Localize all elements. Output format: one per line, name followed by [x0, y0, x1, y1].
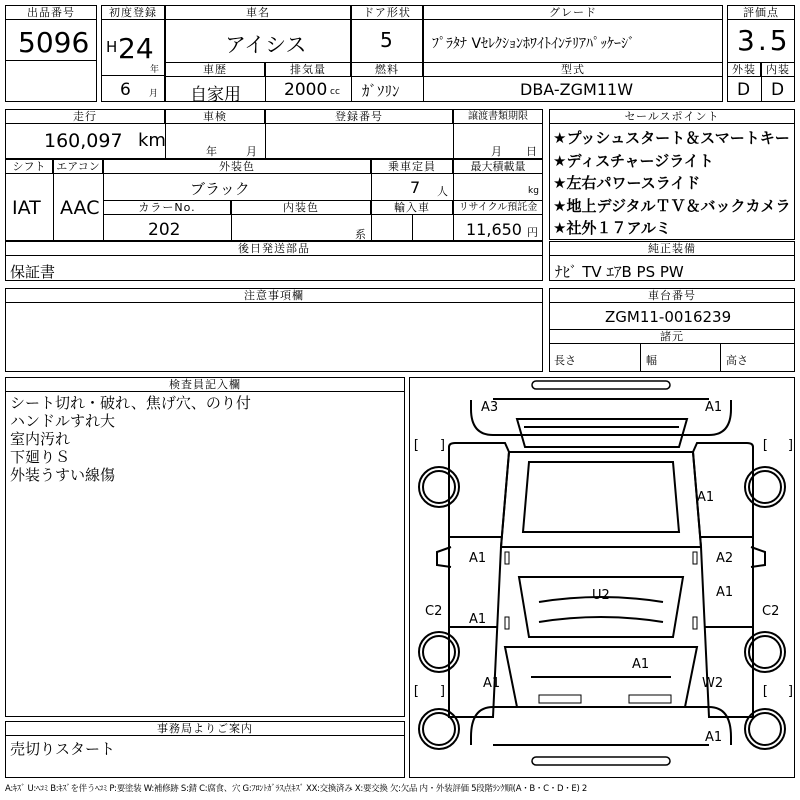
fuel-label: 燃料 [351, 62, 423, 77]
capacity-value: 7 [410, 178, 421, 197]
first-reg-era: H [106, 38, 118, 56]
damage-mark: C2 [762, 604, 780, 619]
office-label: 事務局よりご案内 [5, 721, 405, 736]
svg-text:[: [ [761, 438, 769, 453]
sales-point-4: ★地上デジタルＴＶ＆バックカメラ [553, 196, 791, 215]
exterior-color-label: 外装色 [103, 159, 371, 174]
damage-mark: A1 [469, 612, 487, 627]
transfer-label: 譲渡書類期限 [453, 109, 543, 124]
mileage-value: 160,097 [44, 130, 123, 152]
car-diagram [409, 377, 795, 778]
damage-mark: A1 [697, 490, 715, 505]
car-name: アイシス [225, 33, 307, 57]
capacity-unit: 人 [437, 185, 448, 198]
import-label: 輸入車 [371, 200, 453, 215]
sales-points-label: セールスポイント [549, 109, 795, 124]
first-reg-month: 6 [120, 80, 131, 100]
ext-score-label: 外装 [727, 62, 761, 77]
damage-mark: A2 [716, 551, 734, 566]
damage-mark: A1 [632, 657, 650, 672]
legend: A:ｷｽﾞ U:ﾍｺﾐ B:ｷｽﾞを伴うﾍｺﾐ P:要塗装 W:補修跡 S:錆 C:腐食、穴 G:ﾌﾛﾝﾄｶﾞﾗｽ点ｷｽﾞ XX:交換済み X:要交換 欠:欠品 内・外装評価 5段階ﾗﾝｸ順(A・B・C・D・E) 2 [5, 784, 588, 794]
damage-mark: A1 [469, 551, 487, 566]
sales-point-3: ★左右パワースライド [553, 174, 701, 192]
genuine-value: ﾅﾋﾞ TV ｴｱB PS PW [555, 263, 684, 281]
interior-color-label: 内装色 [231, 200, 371, 215]
shift-label: シフト [5, 159, 53, 174]
inspection-label: 車検 [165, 109, 265, 124]
sales-points-list [553, 127, 791, 240]
model-value: DBA-ZGM11W [520, 80, 634, 99]
aircon-value: AAC [60, 197, 100, 219]
svg-text:[: [ [412, 438, 420, 453]
dim-height: 高さ [726, 354, 748, 367]
inspection-year-unit: 年 [206, 145, 217, 158]
first-reg-year-unit: 年 [150, 65, 160, 75]
reg-no-label: 登録番号 [265, 109, 453, 124]
exterior-color-value: ブラック [190, 180, 250, 198]
inspection-month-unit: 月 [246, 145, 257, 158]
capacity-label: 乗車定員 [371, 159, 453, 174]
dim-width: 幅 [646, 354, 657, 367]
damage-mark: A1 [716, 585, 734, 600]
svg-text:]: ] [439, 684, 447, 699]
inspector-line-2: ハンドルすれ大 [10, 412, 116, 430]
first-reg-month-unit: 月 [149, 89, 159, 99]
mileage-label: 走行 [5, 109, 165, 124]
notes-label: 注意事項欄 [5, 288, 543, 303]
mileage-unit: km [138, 130, 166, 151]
recycle-value: 11,650 [466, 220, 522, 239]
transfer-month-unit: 月 [491, 145, 502, 158]
car-name-label: 車名 [165, 5, 351, 20]
ext-score: D [737, 80, 751, 100]
later-parts-label: 後日発送部品 [5, 241, 543, 256]
int-score: D [771, 80, 785, 100]
inspector-lines [10, 394, 251, 484]
damage-mark: A1 [705, 400, 723, 415]
genuine-label: 純正装備 [549, 241, 795, 256]
history-label: 車歴 [165, 62, 265, 77]
damage-mark: A3 [481, 400, 499, 415]
color-no-value: 202 [148, 220, 181, 240]
transfer-day-unit: 日 [526, 145, 537, 158]
inspector-line-3: 室内汚れ [10, 430, 71, 448]
fuel-value: ｶﾞｿﾘﾝ [362, 82, 400, 100]
score-value: 3.5 [737, 24, 791, 57]
sales-point-2: ★ディスチャージライト [553, 151, 714, 170]
svg-text:]: ] [787, 438, 795, 453]
later-parts-value: 保証書 [10, 263, 56, 281]
int-score-label: 内装 [761, 62, 795, 77]
grade-label: グレード [423, 5, 723, 20]
svg-text:]: ] [439, 438, 447, 453]
shift-value: IAT [12, 197, 41, 219]
inspector-line-1: シート切れ・破れ、焦げ穴、のり付 [10, 394, 251, 412]
door-label: ドア形状 [351, 5, 423, 20]
svg-text:]: ] [787, 684, 795, 699]
aircon-label: エアコン [53, 159, 103, 174]
first-reg-year: 24 [118, 32, 154, 65]
history-value: 自家用 [190, 85, 241, 105]
displacement-value: 2000 [284, 80, 328, 100]
dim-length: 長さ [554, 354, 576, 367]
damage-mark: W2 [702, 676, 724, 691]
damage-mark: C2 [425, 604, 443, 619]
chassis-value: ZGM11-0016239 [605, 308, 732, 326]
lot-label: 出品番号 [5, 5, 97, 20]
max-load-unit: kg [528, 186, 539, 196]
chassis-label: 車台番号 [549, 288, 795, 303]
inspector-line-5: 外装うすい線傷 [10, 466, 116, 484]
color-no-label: カラーNo. [103, 200, 231, 215]
displacement-unit: cc [330, 87, 340, 97]
first-reg-label: 初度登録 [101, 5, 165, 20]
recycle-unit: 円 [527, 226, 538, 239]
model-label: 型式 [423, 62, 723, 77]
svg-text:[: [ [761, 684, 769, 699]
inspector-label: 検査員記入欄 [5, 377, 405, 392]
inspector-line-4: 下廻りＳ [10, 448, 71, 466]
damage-mark: U2 [592, 588, 610, 603]
score-label: 評価点 [727, 5, 795, 20]
recycle-label: リサイクル預託金 [453, 200, 543, 215]
max-load-label: 最大積載量 [453, 159, 543, 174]
svg-text:[: [ [412, 684, 420, 699]
door-value: 5 [380, 28, 393, 52]
damage-mark: A1 [705, 730, 723, 745]
interior-color-unit: 系 [355, 228, 366, 241]
grade-value: ﾌﾟﾗﾀﾅ Vｾﾚｸｼｮﾝﾎﾜｲﾄｲﾝﾃﾘｱﾊﾟｯｹｰｼﾞ [432, 36, 636, 52]
sales-point-5: ★社外１７アルミ [553, 219, 671, 237]
displacement-label: 排気量 [265, 62, 351, 77]
sales-point-1: ★プッシュスタート＆スマートキー [553, 129, 790, 147]
office-value: 売切りスタート [10, 740, 116, 758]
lot-number: 5096 [18, 26, 90, 59]
dimensions-label: 諸元 [549, 329, 795, 344]
damage-mark: A1 [483, 676, 501, 691]
